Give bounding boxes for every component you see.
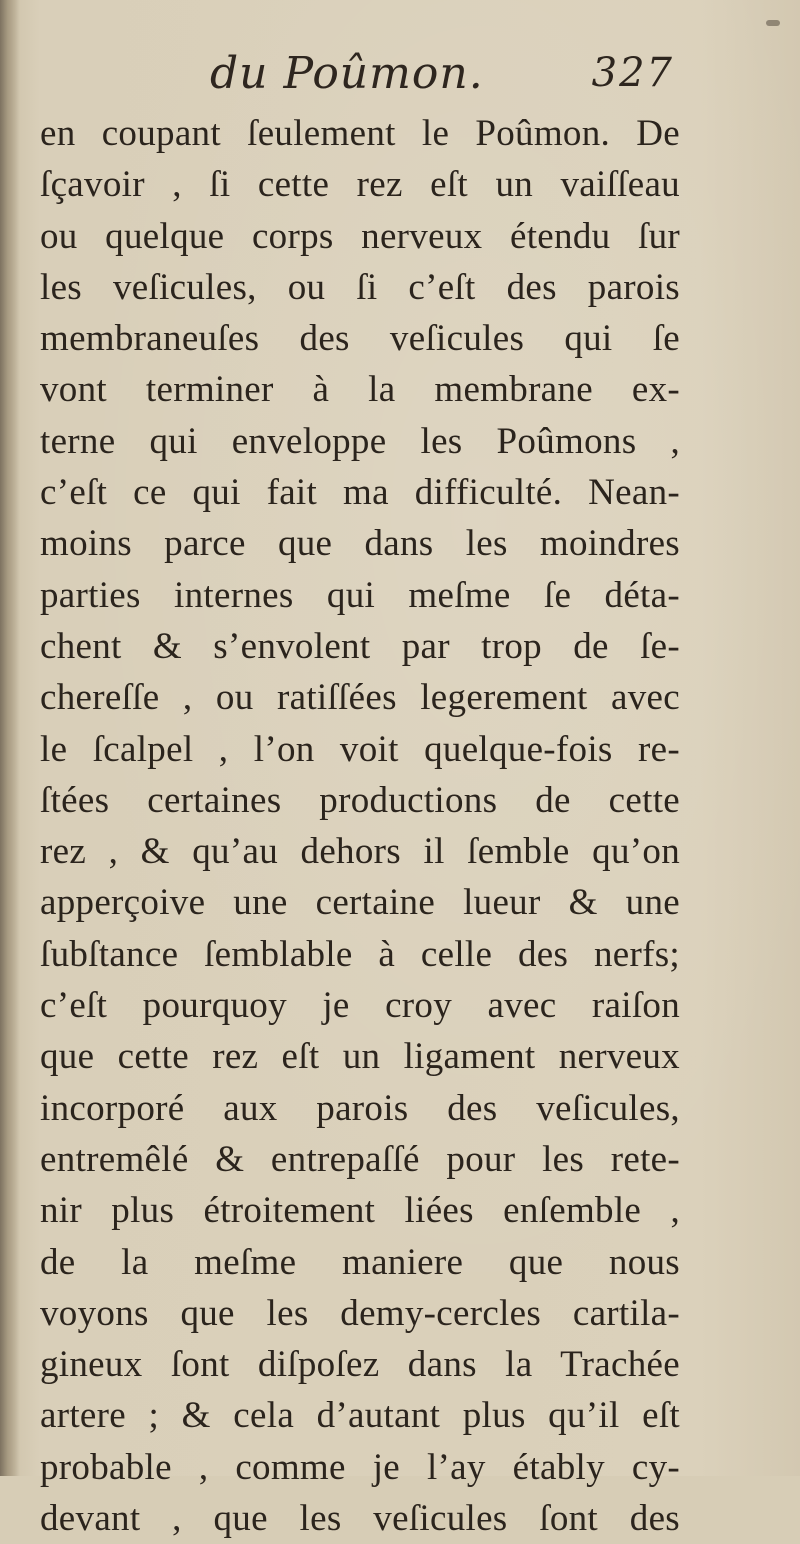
text-line: chent & s’envolent par trop de ſe- [40,625,680,667]
body-text [40,108,680,1544]
text-line: de la meſme maniere que nous [40,1241,680,1283]
text-line: ſubſtance ſemblable à celle des nerfs; [40,933,680,975]
text-line: les veſicules, ou ſi c’eſt des parois [40,266,680,308]
text-line: ou quelque corps nerveux étendu ſur [40,215,680,257]
text-line: ſtées certaines productions de cette [40,779,680,821]
text-line: chereſſe , ou ratiſſées legerement avec [40,677,680,719]
page-header [200,42,680,112]
text-line: moins parce que dans les moindres [40,523,680,565]
text-line: devant , que les veſicules ſont des [40,1498,680,1540]
text-line: parties internes qui meſme ſe déta- [40,574,680,616]
text-line: ſçavoir , ſi cette rez eſt un vaiſſeau [40,164,680,206]
page-gutter-shadow [0,0,20,1476]
text-line: c’eſt pourquoy je croy avec raiſon [40,985,680,1027]
text-line: vont terminer à la membrane ex- [40,369,680,411]
text-line: voyons que les demy-cercles cartila- [40,1292,680,1334]
text-line: apperçoive une certaine lueur & une [40,882,680,924]
text-line: entremêlé & entrepaſſé pour les rete- [40,1138,680,1180]
text-line: artere ; & cela d’autant plus qu’il eſt [40,1395,680,1437]
ink-mark [766,20,780,26]
text-line: en coupant ſeulement le Poûmon. De [40,113,680,154]
page-number: 327 [591,50,674,96]
running-head: du Poûmon. [210,48,484,99]
text-line: que cette rez eſt un ligament nerveux [40,1036,680,1078]
text-line: gineux ſont diſpoſez dans la Trachée [40,1344,680,1386]
text-line: probable , comme je l’ay étably cy- [40,1446,680,1488]
text-line: membraneuſes des veſicules qui ſe [40,318,680,360]
text-line: nir plus étroitement liées enſemble , [40,1190,680,1232]
text-line: terne qui enveloppe les Poûmons , [40,420,680,462]
text-line: c’eſt ce qui fait ma difficulté. Nean- [40,472,680,514]
text-line: le ſcalpel , l’on voit quelque-fois re- [40,728,680,770]
text-line: incorporé aux parois des veſicules, [40,1087,680,1129]
text-line: rez , & qu’au dehors il ſemble qu’on [40,831,680,873]
